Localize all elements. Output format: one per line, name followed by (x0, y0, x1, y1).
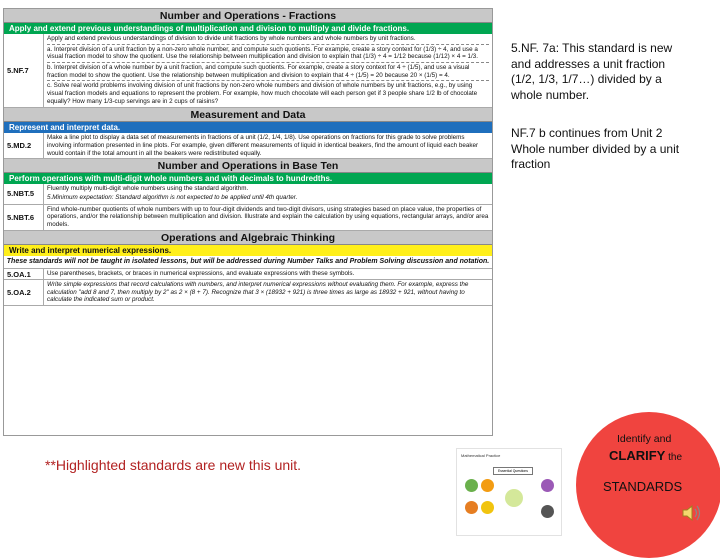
thumbnail-dot (541, 505, 554, 518)
standard-text: Fluently multiply multi-digit whole numbers using the standard algorithm. (47, 185, 249, 193)
badge-clarify: CLARIFY (609, 448, 666, 463)
badge-line-1: Identify and (617, 433, 672, 445)
standard-note: 5.Minimum expectation: Standard algorithm is not expected to be applied until 4th quarter. (47, 194, 298, 202)
domain-header-base-ten: Number and Operations in Base Ten (4, 159, 492, 173)
standard-description: Find whole-number quotients of whole numbers with up to four-digit dividends and two-digit divisors, using strategies based on place value, the properties of operations, and/or the relationship between multiplication and division. Illustrate and explain the calculation by using equations, rectangular arrays, and/or area models. (47, 205, 489, 229)
domain-header-algebraic: Operations and Algebraic Thinking (4, 231, 492, 245)
standard-code: 5.NBT.6 (4, 205, 44, 230)
badge-line-3: STANDARDS (603, 479, 683, 494)
thumbnail-dot (465, 479, 478, 492)
standard-part-c: c. Solve real world problems involving division of unit fractions by non-zero whole numbers and division of whole numbers by unit fractions, e.g., by using visual fraction models and equations to represent the problem. For example, how much chocolate will each person get if 3 people share 1/2 lb of chocolate equally? How many 1/3-cup servings are in 2 cups of raisins? (47, 80, 489, 105)
standard-row-nbt6 (4, 205, 492, 231)
standard-description (44, 34, 492, 107)
side-note-nf7a: 5.NF. 7a: This standard is new and addresses a unit fraction (1/2, 1/3, 1/7…) divided by a whole number. (511, 41, 673, 102)
thumbnail-dot (481, 479, 494, 492)
standard-part-b: b. Interpret division of a whole number by a unit fraction, and compute such quotients. For example, create a story context for 4 ÷ (1/5), and use a visual fraction model to show the quotient. Use the relationship between multiplication and division to explain that 4 ÷ (1/5) = 20 because 20 × (1/5) = 4. (47, 62, 489, 79)
badge-the: the (665, 452, 683, 463)
standard-code: 5.NF.7 (4, 34, 44, 107)
standard-row-oa1 (4, 269, 492, 280)
speaker-icon[interactable] (681, 503, 703, 523)
standard-description: Make a line plot to display a data set of measurements in fractions of a unit (1/2, 1/4, 1/8). Use operations on fractions for this grade to solve problems involving information presented in line plots. For example, given different measurements of liquid in identical beakers, find the amount of liquid each beaker would contain if the total amount in all the beakers were redistributed equally. (47, 134, 479, 157)
standard-row-nf7 (4, 34, 492, 108)
standard-row-md2 (4, 133, 492, 159)
standard-code: 5.MD.2 (4, 133, 44, 158)
practice-thumbnail[interactable] (456, 448, 562, 536)
standard-description: Use parentheses, brackets, or braces in numerical expressions, and evaluate expressions with these symbols. (47, 270, 355, 278)
standard-code: 5.NBT.5 (4, 184, 44, 203)
oa-teaching-note: These standards will not be taught in isolated lessons, but will be addressed during Number Talks and Problem Solving discussion and notation. (4, 256, 492, 270)
standards-document (3, 8, 493, 436)
badge-line-2 (609, 448, 682, 463)
thumbnail-dot (481, 501, 494, 514)
standard-intro: Apply and extend previous understandings of division to divide unit fractions by whole numbers and whole numbers by unit fractions. (47, 35, 416, 42)
standard-description (44, 184, 492, 203)
cluster-heading-base-ten: Perform operations with multi-digit whole numbers and with decimals to hundredths. (4, 173, 492, 184)
thumbnail-dot (505, 489, 523, 507)
standard-description: Write simple expressions that record calculations with numbers, and interpret numerical expressions without evaluating them. For example, express the calculation "add 8 and 7, then multiply by 2" as 2 × (8 + 7). Recognize that 3 × (18932 + 921) is three times as large as 18932 + 921, without having to calculate the indicated sum or product. (47, 280, 469, 304)
thumbnail-center-box: Essential Questions (493, 467, 533, 475)
standard-part-a: a. Interpret division of a unit fraction by a non-zero whole number, and compute such quotients. For example, create a story context for (1/3) ÷ 4, and use a visual fraction model to show the quotient. Use the relationship between multiplication and division to explain that (1/3) ÷ 4 = 1/12 because (1/12) × 4 = 1/3. (47, 44, 489, 61)
cluster-heading-fractions: Apply and extend previous understandings of multiplication and division to multiply and divide fractions. (4, 23, 492, 34)
domain-header-measurement: Measurement and Data (4, 108, 492, 122)
side-note-nf7b: NF.7 b continues from Unit 2 Whole number divided by a unit fraction (511, 126, 680, 172)
standard-row-oa2 (4, 280, 492, 306)
standard-code: 5.OA.1 (4, 269, 44, 279)
cluster-heading-data: Represent and interpret data. (4, 122, 492, 133)
thumbnail-dot (465, 501, 478, 514)
thumbnail-title: Mathematical Practice (461, 453, 501, 458)
domain-header-fractions: Number and Operations - Fractions (4, 9, 492, 23)
thumbnail-dot (541, 479, 554, 492)
cluster-heading-expressions: Write and interpret numerical expressions. (4, 245, 492, 256)
highlight-legend: **Highlighted standards are new this unit. (45, 457, 302, 473)
standard-code: 5.OA.2 (4, 280, 44, 305)
standard-row-nbt5 (4, 184, 492, 204)
